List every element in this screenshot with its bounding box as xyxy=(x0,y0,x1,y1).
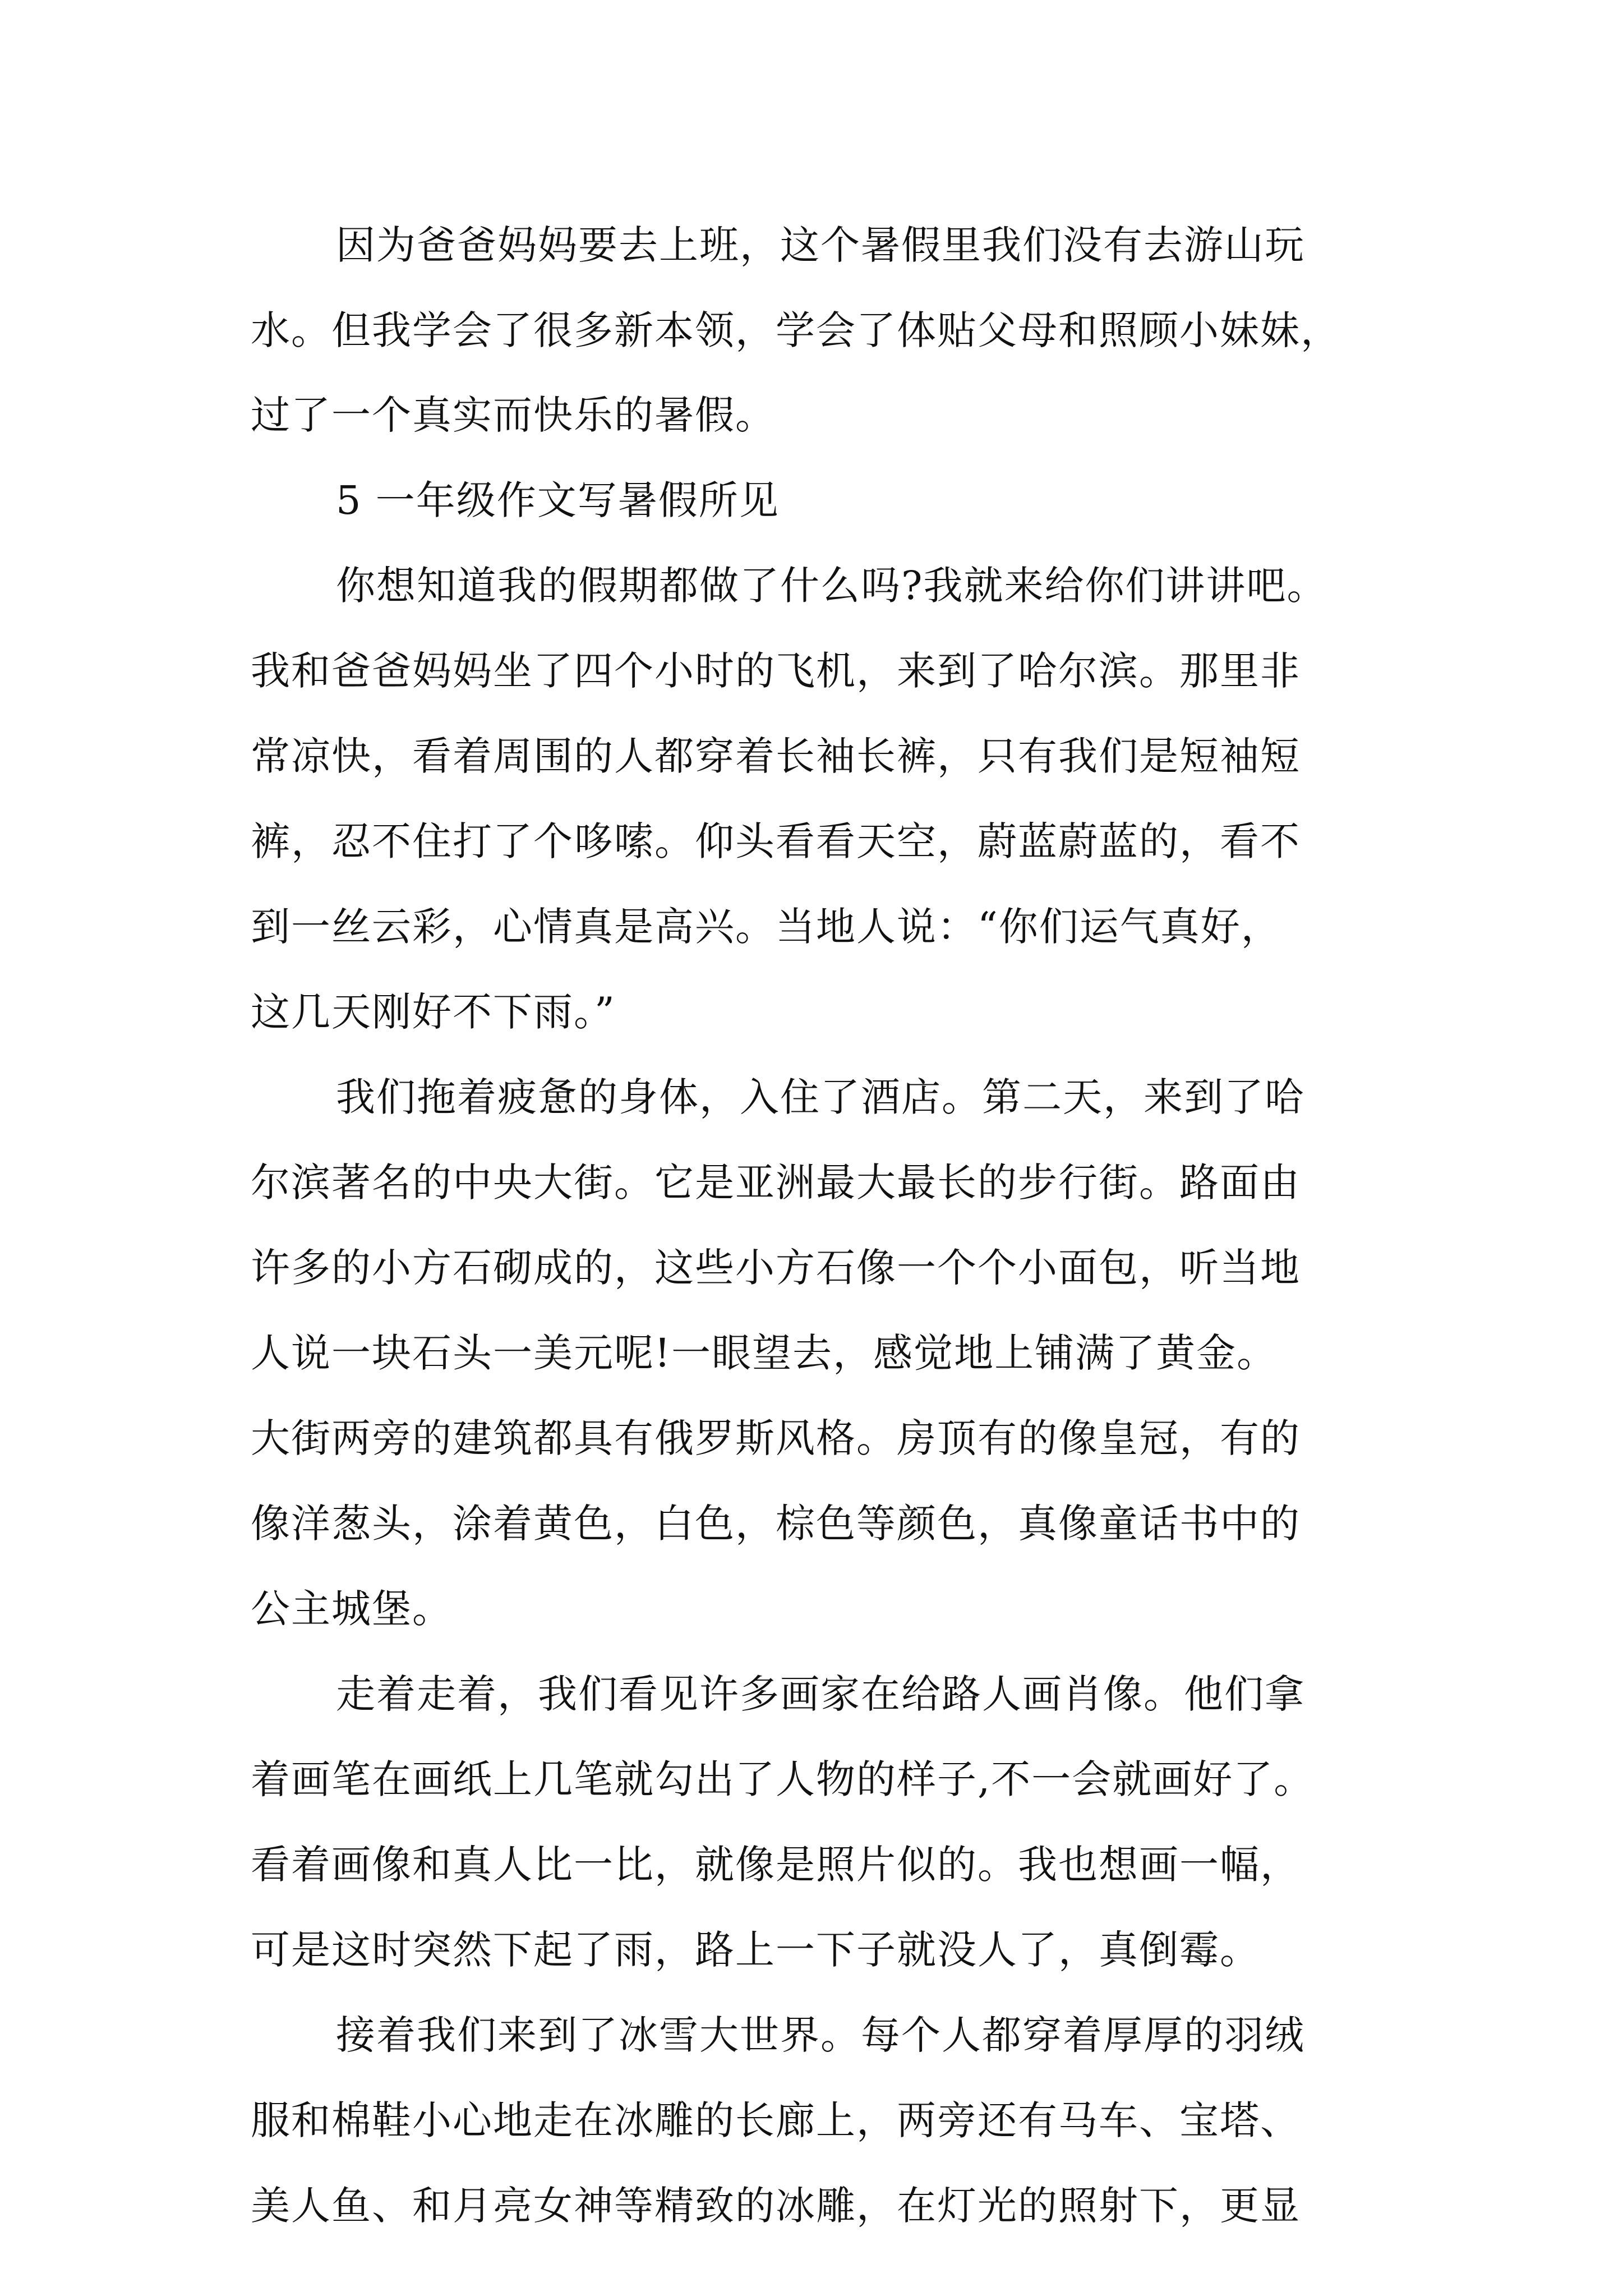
text-line: 常凉快，看着周围的人都穿着长袖长裤，只有我们是短袖短 xyxy=(251,733,1301,779)
text-line: 看着画像和真人比一比，就像是照片似的。我也想画一幅， xyxy=(251,1842,1301,1888)
text-line: 走着走着，我们看见许多画家在给路人画肖像。他们拿 xyxy=(336,1671,1305,1717)
text-line: 水。但我学会了很多新本领，学会了体贴父母和照顾小妹妹， xyxy=(251,307,1341,353)
text-line: 人说一块石头一美元呢!一眼望去，感觉地上铺满了黄金。 xyxy=(251,1330,1278,1376)
text-line: 美人鱼、和月亮女神等精致的冰雕，在灯光的照射下，更显 xyxy=(251,2183,1301,2229)
text-line: 像洋葱头，涂着黄色，白色，棕色等颜色，真像童话书中的 xyxy=(251,1501,1301,1547)
text-line: 尔滨著名的中央大街。它是亚洲最大最长的步行街。路面由 xyxy=(251,1159,1301,1205)
text-line: 公主城堡。 xyxy=(251,1586,453,1632)
text-line: 我们拖着疲惫的身体，入住了酒店。第二天，来到了哈 xyxy=(336,1074,1305,1120)
text-line: 可是这时突然下起了雨，路上一下子就没人了，真倒霉。 xyxy=(251,1927,1260,1973)
text-line: 许多的小方石砌成的，这些小方石像一个个小面包，听当地 xyxy=(251,1245,1301,1291)
text-line: 你想知道我的假期都做了什么吗?我就来给你们讲讲吧。 xyxy=(336,563,1327,609)
text-line: 服和棉鞋小心地走在冰雕的长廊上，两旁还有马车、宝塔、 xyxy=(251,2097,1301,2143)
text-line: 我和爸爸妈妈坐了四个小时的飞机，来到了哈尔滨。那里非 xyxy=(251,648,1301,694)
text-line: 这几天刚好不下雨。” xyxy=(251,989,616,1035)
text-line: 着画笔在画纸上几笔就勾出了人物的样子,不一会就画好了。 xyxy=(251,1756,1315,1802)
text-line: 大街两旁的建筑都具有俄罗斯风格。房顶有的像皇冠，有的 xyxy=(251,1415,1301,1461)
text-line: 裤，忍不住打了个哆嗦。仰头看看天空，蔚蓝蔚蓝的，看不 xyxy=(251,818,1301,864)
text-line: 接着我们来到了冰雪大世界。每个人都穿着厚厚的羽绒 xyxy=(336,2012,1305,2058)
text-line: 到一丝云彩，心情真是高兴。当地人说：“你们运气真好， xyxy=(251,904,1281,950)
text-line: 过了一个真实而快乐的暑假。 xyxy=(251,392,776,438)
text-line: 因为爸爸妈妈要去上班，这个暑假里我们没有去游山玩 xyxy=(336,222,1305,268)
section-heading: 5 一年级作文写暑假所见 xyxy=(336,477,780,523)
